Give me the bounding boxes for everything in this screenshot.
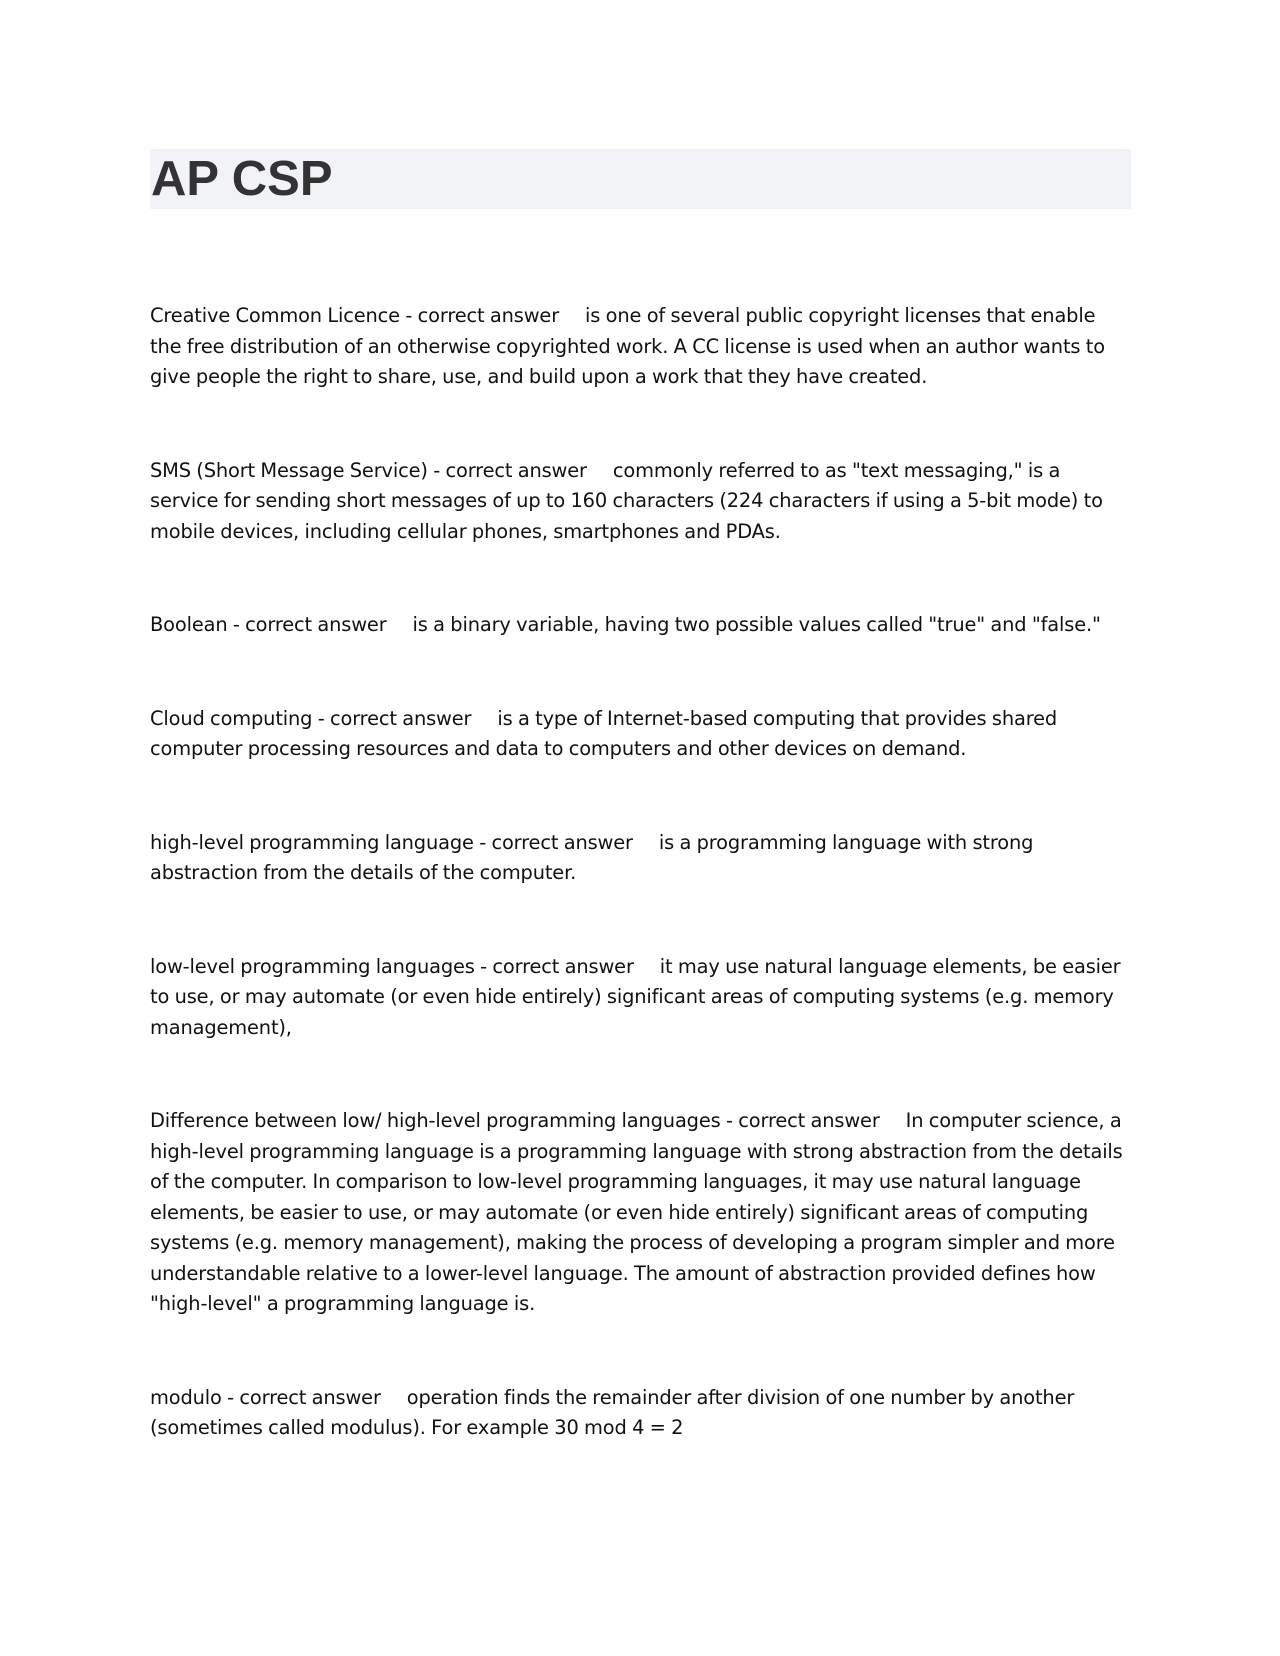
entry-definition: operation finds the remainder after division of one number by another (sometimes called modulus). For example 30 mod 4 = 2 — [150, 1385, 1075, 1439]
entry-term: high-level programming language - correct answer — [150, 830, 633, 854]
flashcard-entry — [150, 704, 1131, 765]
title-bar — [150, 149, 1131, 209]
entry-term: low-level programming languages - correct answer — [150, 954, 634, 978]
flashcard-entry — [150, 456, 1131, 548]
flashcard-entry — [150, 952, 1131, 1044]
entry-definition: is a type of Internet-based computing that provides shared computer processing resources and data to computers and other devices on demand. — [150, 706, 1058, 760]
entry-definition: it may use natural language elements, be easier to use, or may automate (or even hide entirely) significant areas of computing systems (e.g. memory management), — [150, 954, 1121, 1039]
flashcard-entry — [150, 1383, 1131, 1444]
flashcard-entry — [150, 610, 1131, 641]
entry-term: Difference between low/ high-level programming languages - correct answer — [150, 1109, 880, 1132]
entry-definition: is one of several public copyright licenses that enable the free distribution of an otherwise copyrighted work. A CC license is used when an author wants to give people the right to share, use, and build upon a work that they have created. — [150, 304, 1105, 388]
document-page — [150, 149, 1131, 1507]
entry-term: Cloud computing - correct answer — [150, 706, 472, 730]
entry-term: modulo - correct answer — [150, 1385, 381, 1409]
flashcard-list — [150, 301, 1131, 1444]
flashcard-entry — [150, 1106, 1131, 1320]
entry-term: SMS (Short Message Service) - correct answer — [150, 458, 587, 482]
entry-definition: is a binary variable, having two possible values called "true" and "false." — [412, 613, 1101, 636]
entry-term: Creative Common Licence - correct answer — [150, 304, 560, 327]
entry-term: Boolean - correct answer — [150, 613, 387, 636]
entry-definition: In computer science, a high-level programming language is a programming language with strong abstraction from the details of the computer. In comparison to low-level programming languages, it may use natural language elements, be easier to use, or may automate (or even hide entirely) significant areas of computing systems (e.g. memory management), making the process of developing a program simpler and more understandable relative to a lower-level language. The amount of abstraction provided defines how "high-level" a programming language is. — [150, 1109, 1123, 1315]
document-title: AP CSP — [151, 152, 333, 206]
flashcard-entry — [150, 301, 1131, 393]
flashcard-entry — [150, 828, 1131, 889]
entry-definition: commonly referred to as "text messaging," is a service for sending short messages of up to 160 characters (224 characters if using a 5-bit mode) to mobile devices, including cellular phones, smartphones and PDAs. — [150, 458, 1103, 543]
entry-definition: is a programming language with strong abstraction from the details of the computer. — [150, 830, 1034, 884]
